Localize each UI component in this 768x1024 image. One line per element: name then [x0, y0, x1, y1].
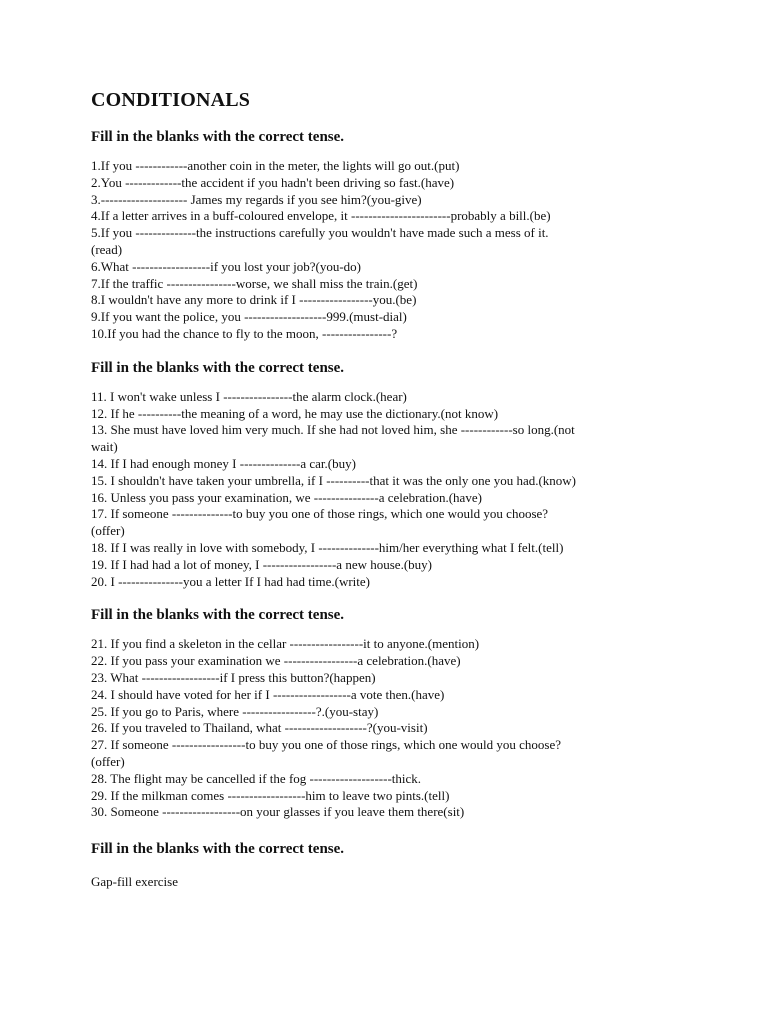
- section-heading: Fill in the blanks with the correct tense.: [91, 607, 345, 624]
- exercise-line: 29. If the milkman comes ------------------him to leave two pints.(tell): [91, 787, 450, 803]
- exercise-line: 25. If you go to Paris, where -----------------?.(you-stay): [91, 703, 379, 719]
- exercise-line: 6.What ------------------if you lost your job?(you-do): [91, 258, 361, 274]
- exercise-line: 5.If you --------------the instructions carefully you wouldn't have made such a mess of it.: [91, 225, 549, 241]
- exercise-line: 1.If you ------------another coin in the meter, the lights will go out.(put): [91, 158, 460, 173]
- exercise-line: 13. She must have loved him very much. If she had not loved him, she ------------so long.(not: [91, 422, 575, 438]
- exercise-line: (offer): [91, 523, 125, 539]
- exercise-section-3: [91, 605, 691, 821]
- gap-fill-label: Gap-fill exercise: [91, 874, 178, 890]
- exercise-line: 20. I ---------------you a letter If I had had time.(write): [91, 573, 370, 589]
- exercise-section-2: [91, 358, 691, 591]
- exercise-line: 21. If you find a skeleton in the cellar -----------------it to anyone.(mention): [91, 636, 480, 652]
- exercise-line: 11. I won't wake unless I ----------------the alarm clock.(hear): [91, 388, 407, 404]
- exercise-line: 12. If he ----------the meaning of a word, he may use the dictionary.(not know): [91, 405, 499, 421]
- exercise-section-4: [91, 839, 691, 890]
- exercise-line: 4.If a letter arrives in a buff-coloured envelope, it -----------------------probably a bill.(be): [91, 208, 551, 224]
- exercise-line: 10.If you had the chance to fly to the moon, ----------------?: [91, 325, 398, 341]
- exercise-line: 27. If someone -----------------to buy you one of those rings, which one would you choose?: [91, 737, 562, 753]
- exercise-line: 9.If you want the police, you -------------------999.(must-dial): [91, 309, 407, 325]
- exercise-line: 3.-------------------- James my regards if you see him?(you-give): [91, 191, 422, 207]
- exercise-line: 16. Unless you pass your examination, we ---------------a celebration.(have): [91, 489, 482, 505]
- document-page: [91, 88, 691, 905]
- section-heading: Fill in the blanks with the correct tense.: [91, 359, 345, 376]
- exercise-line: 15. I shouldn't have taken your umbrella, if I ----------that it was the only one you had.(know): [91, 472, 577, 488]
- exercise-line: 17. If someone --------------to buy you one of those rings, which one would you choose?: [91, 506, 549, 522]
- section-heading: Fill in the blanks with the correct tense.: [91, 841, 345, 858]
- exercise-line: (read): [91, 241, 123, 257]
- exercise-line: 14. If I had enough money I --------------a car.(buy): [91, 455, 356, 471]
- exercise-list: [91, 636, 691, 821]
- exercise-line: (offer): [91, 753, 125, 769]
- exercise-line: 23. What ------------------if I press this button?(happen): [91, 669, 376, 685]
- exercise-list: [91, 389, 691, 591]
- exercise-line: 24. I should have voted for her if I ------------------a vote then.(have): [91, 686, 445, 702]
- page-title: CONDITIONALS: [91, 89, 251, 111]
- exercise-line: wait): [91, 439, 118, 455]
- exercise-line: 2.You -------------the accident if you hadn't been driving so fast.(have): [91, 174, 455, 190]
- exercise-line: 22. If you pass your examination we -----------------a celebration.(have): [91, 653, 461, 669]
- exercise-line: 28. The flight may be cancelled if the fog -------------------thick.: [91, 770, 422, 786]
- exercise-line: 26. If you traveled to Thailand, what -------------------?(you-visit): [91, 720, 428, 736]
- exercise-list: [91, 158, 691, 343]
- exercise-line: 18. If I was really in love with somebody, I --------------him/her everything what I felt.(tell): [91, 539, 564, 555]
- exercise-line: 7.If the traffic ----------------worse, we shall miss the train.(get): [91, 275, 418, 291]
- exercise-line: 8.I wouldn't have any more to drink if I -----------------you.(be): [91, 292, 417, 308]
- section-heading: Fill in the blanks with the correct tense.: [91, 129, 345, 145]
- exercise-line: 30. Someone ------------------on your glasses if you leave them there(sit): [91, 804, 465, 820]
- exercise-line: 19. If I had had a lot of money, I -----------------a new house.(buy): [91, 556, 432, 572]
- exercise-section-1: [91, 127, 691, 343]
